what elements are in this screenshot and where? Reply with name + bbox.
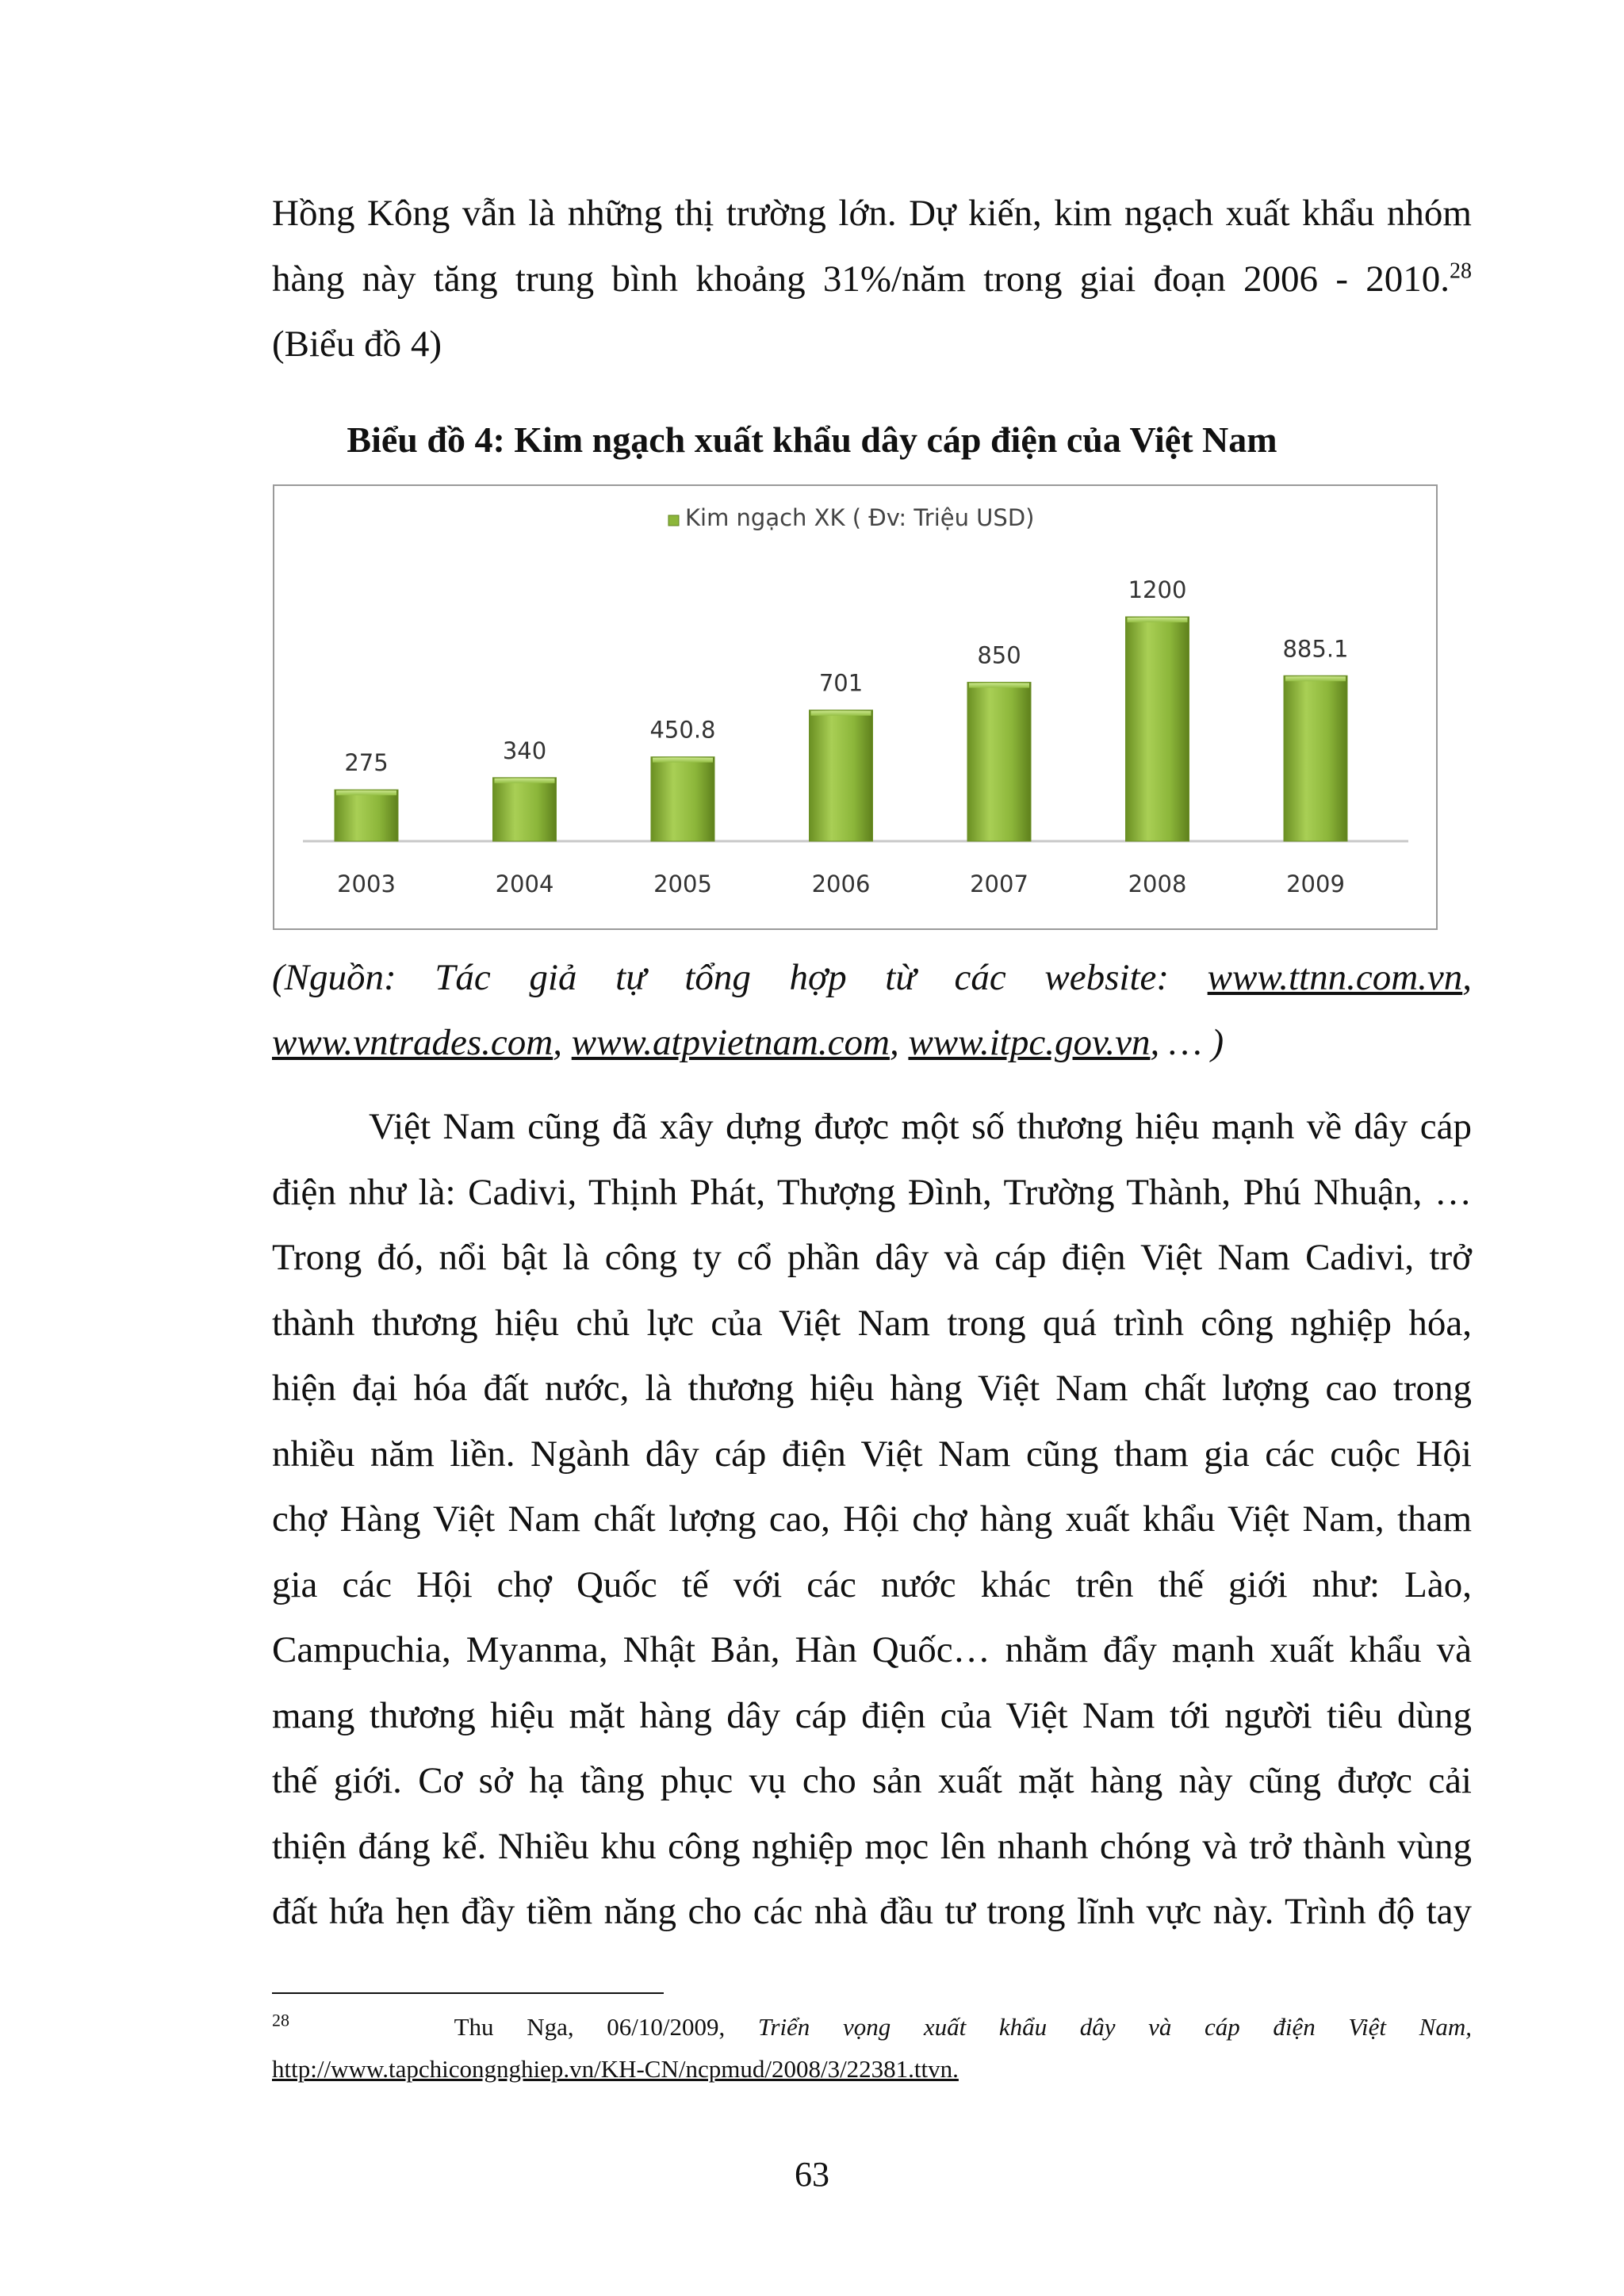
chart-frame	[273, 484, 1438, 930]
data-label: 340	[502, 737, 547, 764]
body-line: thế giới. Cơ sở hạ tầng phục vụ cho sản xuất mặt hàng này cũng được cải	[272, 1760, 1472, 1801]
intro-line-1: Hồng Kông vẫn là những thị trường lớn. Dự kiến, kim ngạch xuất khẩu nhóm	[272, 193, 1472, 234]
source-line-1	[272, 945, 1472, 1010]
bar	[493, 778, 557, 841]
source-link-atpvietnam[interactable]: www.atpvietnam.com	[571, 1022, 890, 1063]
x-tick-label: 2007	[970, 871, 1028, 897]
x-tick-label: 2003	[337, 871, 396, 897]
body-line: gia các Hội chợ Quốc tế với các nước khác trên thế giới như: Lào,	[272, 1563, 1472, 1605]
intro-paragraph	[272, 181, 1472, 377]
bar-top	[1128, 618, 1188, 622]
bar	[1284, 675, 1347, 841]
bar	[1126, 617, 1189, 841]
body-line: mang thương hiệu mặt hàng dây cáp điện của Việt Nam tới người tiêu dùng	[272, 1694, 1472, 1736]
footnote-url[interactable]: http://www.tapchicongnghiep.vn/KH-CN/ncpmud/2008/3/22381.ttvn.	[272, 2055, 959, 2083]
intro-line-3: (Biểu đồ 4)	[272, 323, 442, 365]
body-line: thành thương hiệu chủ lực của Việt Nam trong quá trình công nghiệp hóa,	[272, 1302, 1472, 1344]
chart-caption: Biểu đồ 4: Kim ngạch xuất khẩu dây cáp điện của Việt Nam	[347, 419, 1277, 460]
intro-line-2	[272, 247, 1472, 312]
source-note	[272, 945, 1472, 1075]
data-label: 885.1	[1282, 635, 1349, 663]
source-sep-3: ,	[889, 1022, 899, 1063]
footnote-author-date: Thu Nga, 06/10/2009,	[454, 2013, 726, 2041]
source-link-ttnn[interactable]: www.ttnn.com.vn	[1207, 957, 1463, 998]
bar	[335, 790, 398, 841]
bar-top	[495, 779, 555, 783]
page-number: 63	[795, 2155, 829, 2194]
source-sep-2: ,	[553, 1022, 562, 1063]
bar-chart	[274, 486, 1436, 928]
body-line: nhiều năm liền. Ngành dây cáp điện Việt Nam cũng tham gia các cuộc Hội	[272, 1433, 1472, 1475]
body-line: Việt Nam cũng đã xây dựng được một số thương hiệu mạnh về dây cáp	[369, 1106, 1472, 1147]
body-line: thiện đáng kể. Nhiều khu công nghiệp mọc lên nhanh chóng và trở thành vùng	[272, 1825, 1472, 1867]
legend-swatch	[668, 515, 679, 526]
bar-top	[1285, 676, 1346, 681]
bar-top	[811, 711, 871, 716]
footnote-line-1	[272, 2006, 1472, 2048]
intro-line-2-text: hàng này tăng trung bình khoảng 31%/năm trong giai đoạn 2006 - 2010.	[272, 258, 1450, 300]
footnote	[272, 2006, 1472, 2090]
bar-top	[969, 683, 1029, 688]
footnote-number: 28	[272, 2010, 289, 2030]
x-tick-label: 2008	[1128, 871, 1187, 897]
data-label: 850	[977, 641, 1021, 669]
bar	[651, 757, 714, 841]
body-line: đất hứa hẹn đầy tiềm năng cho các nhà đầu tư trong lĩnh vực này. Trình độ tay	[272, 1891, 1472, 1932]
source-link-itpc[interactable]: www.itpc.gov.vn	[908, 1022, 1151, 1063]
body-line: Campuchia, Myanma, Nhật Bản, Hàn Quốc… nhằm đẩy mạnh xuất khẩu và	[272, 1629, 1472, 1670]
data-label: 275	[344, 749, 389, 777]
x-tick-label: 2005	[653, 871, 712, 897]
footnote-separator	[272, 1992, 664, 1994]
footnote-ref[interactable]: 28	[1450, 258, 1472, 283]
body-line: hiện đại hóa đất nước, là thương hiệu hàng Việt Nam chất lượng cao trong	[272, 1368, 1472, 1409]
x-tick-label: 2004	[495, 871, 554, 897]
source-sep-1: ,	[1462, 957, 1472, 998]
body-line: chợ Hàng Việt Nam chất lượng cao, Hội chợ hàng xuất khẩu Việt Nam, tham	[272, 1498, 1472, 1540]
source-link-vntrades[interactable]: www.vntrades.com	[272, 1022, 553, 1063]
data-label: 701	[818, 669, 864, 697]
body-line: điện như là: Cadivi, Thịnh Phát, Thượng Đình, Trường Thành, Phú Nhuận, …	[272, 1171, 1472, 1213]
bar	[810, 710, 873, 841]
bar-top	[653, 758, 713, 763]
body-line: Trong đó, nổi bật là công ty cổ phần dây và cáp điện Việt Nam Cadivi, trở	[272, 1237, 1472, 1278]
bar-top	[336, 790, 396, 795]
data-label: 1200	[1128, 576, 1187, 603]
source-suffix: , … )	[1150, 1022, 1224, 1063]
source-line-2	[272, 1010, 1472, 1075]
x-tick-label: 2009	[1286, 871, 1345, 897]
legend-label: Kim ngạch XK ( Đv: Triệu USD)	[685, 504, 1035, 531]
bar	[967, 683, 1031, 841]
body-paragraph	[272, 1094, 1472, 1945]
footnote-title: Triển vọng xuất khẩu dây và cáp điện Việt Nam,	[757, 2013, 1472, 2041]
data-label: 450.8	[649, 716, 716, 744]
x-tick-label: 2006	[811, 871, 871, 897]
source-prefix: (Nguồn: Tác giả tự tổng hợp từ các website:	[272, 957, 1170, 998]
